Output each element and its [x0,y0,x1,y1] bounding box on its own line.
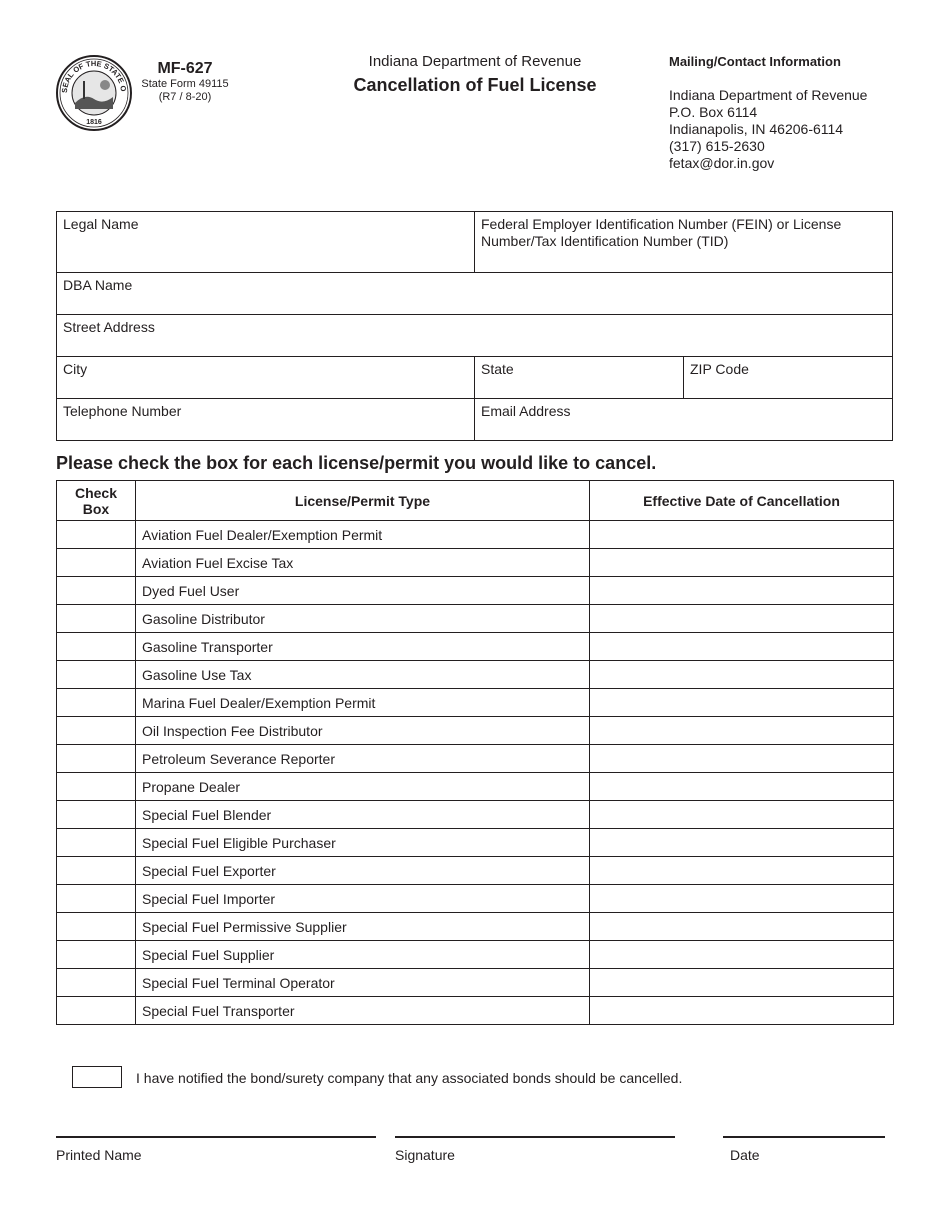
table-row [57,773,894,801]
effective-date-cell[interactable] [590,689,894,717]
effective-date-cell[interactable] [590,941,894,969]
effective-date-cell[interactable] [590,913,894,941]
printed-name-label: Printed Name [56,1147,142,1163]
signature-label: Signature [395,1147,455,1163]
license-checkbox-cell[interactable] [57,829,136,857]
fein-label: Federal Employer Identification Number (FEIN) or License Number/Tax Identification Number (TID) [481,216,842,249]
effective-date-cell[interactable] [590,969,894,997]
department-name: Indiana Department of Revenue [368,53,582,70]
state-label: State [481,361,514,377]
section-heading: Please check the box for each license/permit you would like to cancel. [56,453,657,473]
table-row [57,745,894,773]
state-field[interactable] [474,356,684,399]
effective-date-cell[interactable] [590,661,894,689]
seal-text: SEAL OF THE STATE O [59,58,129,94]
contact-line: P.O. Box 6114 [669,104,758,120]
table-row [57,605,894,633]
license-type-cell: Dyed Fuel User [136,577,590,605]
table-row [57,689,894,717]
check-box-header: Check Box [57,481,136,521]
legal-name-field[interactable] [56,211,475,273]
bond-notice-text: I have notified the bond/surety company that any associated bonds should be cancelled. [136,1070,683,1086]
license-checkbox-cell[interactable] [57,521,136,549]
table-row [57,633,894,661]
effective-date-header: Effective Date of Cancellation [590,481,894,521]
effective-date-cell[interactable] [590,605,894,633]
telephone-label: Telephone Number [63,403,182,419]
license-type-cell: Marina Fuel Dealer/Exemption Permit [136,689,590,717]
license-type-cell: Gasoline Distributor [136,605,590,633]
contact-heading: Mailing/Contact Information [669,54,841,69]
street-address-label: Street Address [63,319,155,335]
license-type-cell: Special Fuel Eligible Purchaser [136,829,590,857]
contact-block [669,53,939,172]
table-row [57,717,894,745]
license-type-cell: Aviation Fuel Dealer/Exemption Permit [136,521,590,549]
effective-date-cell[interactable] [590,857,894,885]
form-revision: (R7 / 8-20) [158,91,212,103]
contact-line: Indianapolis, IN 46206-6114 [669,121,844,137]
license-checkbox-cell[interactable] [57,969,136,997]
table-row [57,549,894,577]
license-checkbox-cell[interactable] [57,773,136,801]
license-type-cell: Special Fuel Supplier [136,941,590,969]
telephone-field[interactable] [56,398,475,441]
table-row [57,997,894,1025]
table-row [57,577,894,605]
license-checkbox-cell[interactable] [57,941,136,969]
license-checkbox-cell[interactable] [57,997,136,1025]
table-row [57,885,894,913]
fein-field[interactable] [474,211,893,273]
date-line[interactable] [723,1136,885,1138]
table-row [57,941,894,969]
city-field[interactable] [56,356,475,399]
table-row [57,969,894,997]
effective-date-cell[interactable] [590,633,894,661]
page-title: Cancellation of Fuel License [353,75,597,95]
city-label: City [63,361,88,377]
license-type-cell: Gasoline Use Tax [136,661,590,689]
state-form-number: State Form 49115 [141,78,229,90]
street-address-field[interactable] [56,314,893,357]
license-type-cell: Petroleum Severance Reporter [136,745,590,773]
form-id-block [140,60,230,104]
zip-field[interactable] [683,356,893,399]
license-table [56,480,894,1025]
license-type-header: License/Permit Type [136,481,590,521]
license-type-cell: Special Fuel Terminal Operator [136,969,590,997]
license-checkbox-cell[interactable] [57,857,136,885]
license-checkbox-cell[interactable] [57,577,136,605]
email-field[interactable] [474,398,893,441]
license-type-cell: Special Fuel Permissive Supplier [136,913,590,941]
dba-name-field[interactable] [56,272,893,315]
contact-line: Indiana Department of Revenue [669,87,868,103]
license-type-cell: Special Fuel Exporter [136,857,590,885]
license-type-cell: Special Fuel Transporter [136,997,590,1025]
bond-notified-checkbox[interactable] [72,1066,122,1088]
license-checkbox-cell[interactable] [57,661,136,689]
license-checkbox-cell[interactable] [57,605,136,633]
zip-label: ZIP Code [690,361,749,377]
table-row [57,801,894,829]
effective-date-cell[interactable] [590,549,894,577]
printed-name-line[interactable] [56,1136,376,1138]
license-type-cell: Propane Dealer [136,773,590,801]
state-seal [55,53,133,133]
table-header-row [57,481,894,521]
effective-date-cell[interactable] [590,829,894,857]
table-row [57,857,894,885]
effective-date-cell[interactable] [590,801,894,829]
effective-date-cell[interactable] [590,997,894,1025]
contact-line: (317) 615-2630 [669,138,765,154]
license-checkbox-cell[interactable] [57,801,136,829]
effective-date-cell[interactable] [590,773,894,801]
seal-year: 1816 [86,119,102,126]
table-row [57,913,894,941]
license-checkbox-cell[interactable] [57,717,136,745]
license-type-cell: Oil Inspection Fee Distributor [136,717,590,745]
dba-name-label: DBA Name [63,277,133,293]
legal-name-label: Legal Name [63,216,139,232]
license-checkbox-cell[interactable] [57,633,136,661]
contact-email: fetax@dor.in.gov [669,155,775,171]
table-row [57,521,894,549]
license-type-cell: Aviation Fuel Excise Tax [136,549,590,577]
effective-date-cell[interactable] [590,521,894,549]
license-type-cell: Special Fuel Blender [136,801,590,829]
signature-line[interactable] [395,1136,675,1138]
effective-date-cell[interactable] [590,717,894,745]
table-row [57,829,894,857]
effective-date-cell[interactable] [590,745,894,773]
form-number: MF-627 [157,60,213,77]
date-label: Date [730,1147,760,1163]
license-type-cell: Gasoline Transporter [136,633,590,661]
license-checkbox-cell[interactable] [57,689,136,717]
license-checkbox-cell[interactable] [57,745,136,773]
license-checkbox-cell[interactable] [57,913,136,941]
license-type-cell: Special Fuel Importer [136,885,590,913]
effective-date-cell[interactable] [590,577,894,605]
table-row [57,661,894,689]
license-checkbox-cell[interactable] [57,885,136,913]
email-label: Email Address [481,403,571,419]
license-checkbox-cell[interactable] [57,549,136,577]
effective-date-cell[interactable] [590,885,894,913]
